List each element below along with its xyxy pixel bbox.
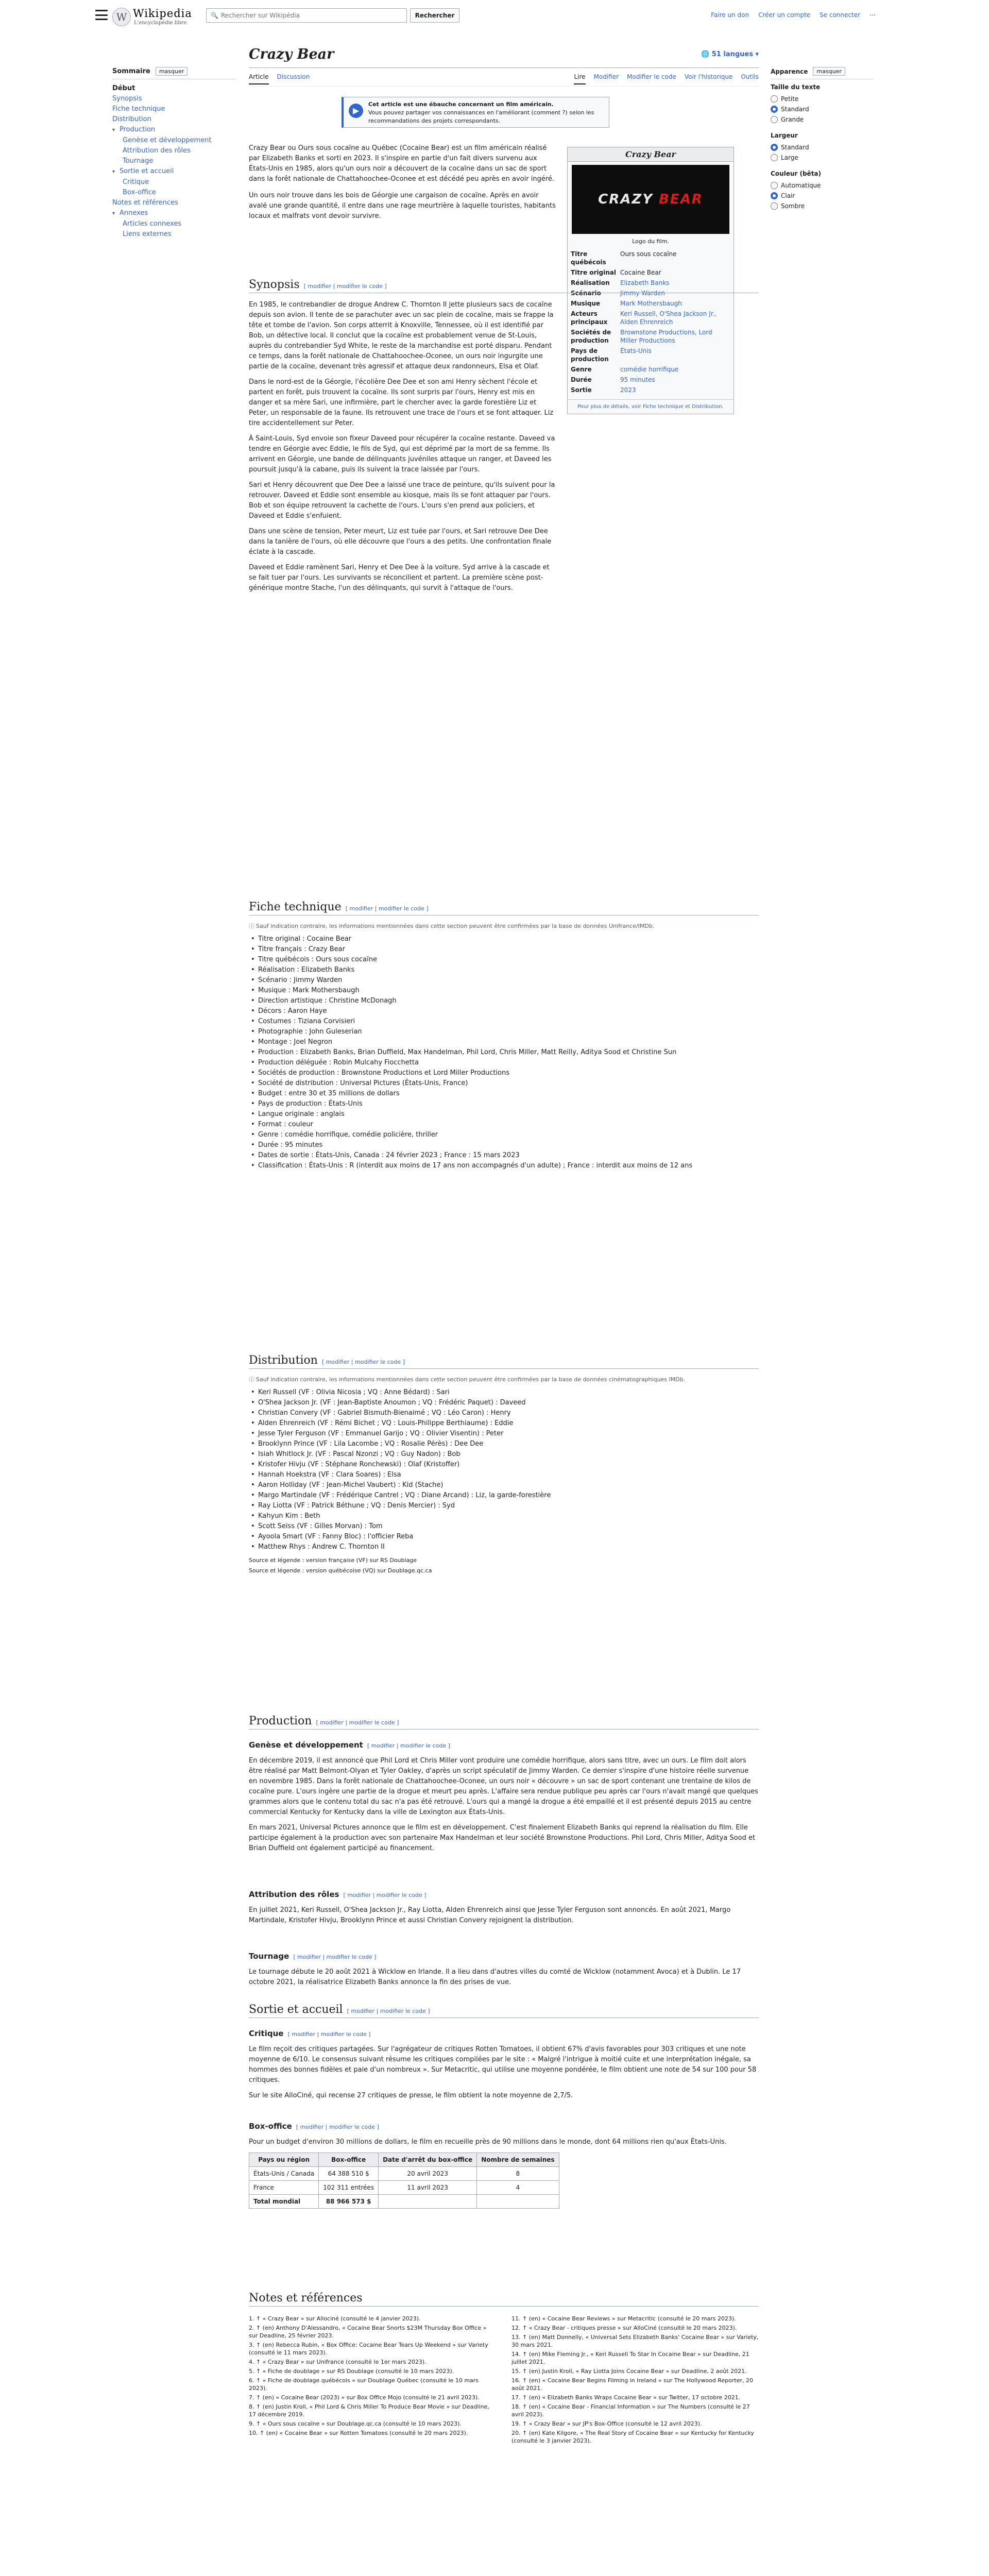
cast-item: • Kristofer Hivju (VF : Stéphane Ronchewski) : Olaf (Kristoffer) [251, 1460, 759, 1470]
page-tabs [249, 68, 759, 87]
stub-line-1: Cet article est une ébauche concernant un film américain. [368, 101, 554, 108]
toc-item-label: Genèse et développement [123, 137, 212, 144]
infobox-key: Genre [571, 366, 592, 373]
toc-item-label: Synopsis [112, 95, 142, 103]
cast-item: • Kahyun Kim : Beth [251, 1511, 759, 1521]
tournage-section [249, 1967, 759, 1993]
cast-item: • Ayoola Smart (VF : Fanny Bloc) : l'officier Reba [251, 1532, 759, 1542]
table-cell: 8 [477, 2167, 559, 2181]
radio-icon[interactable] [771, 182, 778, 189]
distribution-edit-link[interactable]: [ modifier | modifier le code ] [321, 1359, 405, 1365]
table-cell: 102 311 entrées [319, 2181, 379, 2195]
fiche-item: • Langue originale : anglais [251, 1109, 759, 1120]
box-edit-link[interactable]: [ modifier | modifier le code ] [296, 2124, 379, 2130]
toc-item-6[interactable] [112, 146, 236, 156]
fiche-item: • Musique : Mark Mothersbaugh [251, 986, 759, 996]
synopsis-paragraph: À Saint-Louis, Syd envoie son fixeur Daveed pour récupérer la cocaïne restante. Daveed va tendre en Géorgie avec Eddie, le fils de Syd, qui est déprimé par la mort de sa femme. Ils arrivent en Géorgie, une bande de délinquants juvéniles attaque un ranger, et Daveed les poursuit jusqu'à la cabane, puis ils suivent la trace laissée par l'ours. [249, 435, 555, 473]
table-header: Nombre de semaines [477, 2153, 559, 2167]
fiche-section [249, 922, 759, 1171]
search-box[interactable] [206, 8, 407, 23]
intro-paragraph-1: Crazy Bear ou Ours sous cocaïne au Québec (Cocaine Bear) est un film américain réalisé par Elizabeth Banks et sorti en 2023. Il s'inspire en partie d'un fait divers survenu aux États-Unis en 1985, alors qu'un ours noir a découvert de la cocaïne dans un sac de sport dans la forêt nationale de Chattahoochee-Oconee et est décédé peu après en avoir ingéré. [249, 144, 554, 183]
table-cell: 11 avril 2023 [379, 2181, 477, 2195]
toc-item-label: Distribution [112, 115, 151, 123]
toc-item-7[interactable] [112, 156, 236, 166]
cast-item: • Matthew Rhys : Andrew C. Thornton II [251, 1542, 759, 1552]
stub-line-2: Vous pouvez partager vos connaissances en l'améliorant (comment ?) selon les recommandations des projets correspondants. [368, 109, 594, 124]
appearance-panel [771, 67, 874, 218]
language-button[interactable]: 🌐 51 langues ▾ [701, 50, 759, 58]
fiche-item: • Pays de production : États-Unis [251, 1099, 759, 1109]
language-count: 51 langues [711, 50, 753, 58]
reference-item: 9. ↑ « Ours sous cocaïne » sur Doublage.qc.ca (consulté le 10 mars 2023). [249, 2420, 462, 2427]
sortie-title: Sortie et accueil [249, 2003, 343, 2016]
appearance-option-label: Clair [781, 192, 795, 199]
toc-item-label: Articles connexes [123, 220, 182, 228]
source-vf: Source et légende : version française (VF) sur RS Doublage [249, 1557, 417, 1564]
genese-edit-link[interactable]: [ modifier | modifier le code ] [367, 1742, 450, 1749]
create-account-link[interactable]: Créer un compte [758, 11, 811, 19]
chevron-down-icon[interactable]: ▾ [112, 211, 115, 216]
sortie-heading [249, 2003, 759, 2018]
search-icon: 🔍 [211, 12, 218, 19]
toc-item-label: Début [112, 84, 135, 92]
fiche-item: • Format : couleur [251, 1120, 759, 1130]
tournage-heading [249, 1952, 376, 1961]
toc-item-3[interactable] [112, 114, 236, 125]
distribution-heading [249, 1354, 759, 1369]
synopsis-paragraph: Dans le nord-est de la Géorgie, l'écolière Dee Dee et son ami Henry sèchent l'école et partent en forêt, puis trouvent la cocaïne. Ils sont surpris par l'ours, Henry est mis en danger et sa mère Sari, une infirmière, part le chercher avec la garde forestière Liz et Peter, un responsable de la faune. Ils retrouvent une trace de l'ours et se font attaquer. Liz tire accidentellement sur Peter. [249, 378, 554, 427]
intro-section [249, 143, 558, 228]
table-cell: Total mondial [249, 2195, 319, 2209]
fiche-item: • Société de distribution : Universal Pictures (États-Unis, France) [251, 1078, 759, 1089]
intro-paragraph-2: Un ours noir trouve dans les bois de Géorgie une cargaison de cocaïne. Après en avoir avalé une grande quantité, il entre dans une rage meurtrière à laquelle touristes, habitants locaux et malfrats vont devoir survivre. [249, 192, 556, 220]
toc-item-10[interactable] [112, 188, 236, 198]
toc-item-4[interactable] [112, 125, 236, 135]
cast-item: • Brooklynn Prince (VF : Lila Lacombe ; VQ : Rosalie Pérès) : Dee Dee [251, 1439, 759, 1449]
fiche-edit-link[interactable]: [ modifier | modifier le code ] [345, 905, 429, 912]
appearance-option[interactable] [771, 180, 874, 191]
fiche-item: • Titre français : Crazy Bear [251, 944, 759, 955]
film-logo-image[interactable] [572, 165, 729, 234]
fiche-item: • Production déléguée : Robin Mulcahy Fiocchetta [251, 1058, 759, 1068]
infobox-row [568, 364, 734, 375]
fiche-item: • Scénario : Jimmy Warden [251, 975, 759, 986]
infobox-key: Sociétés de production [571, 329, 611, 344]
table-cell: 88 966 573 $ [319, 2195, 379, 2209]
toc-item-0[interactable] [112, 83, 236, 94]
infobox-key: Durée [571, 376, 592, 383]
genese-paragraph-2: En mars 2021, Universal Pictures annonce que le film est en développement. C'est finalement Elizabeth Banks qui reprend la réalisation du film. Elle participe également à la production avec son partenaire Max Handelman et leur société Brownstone Productions. Phil Lord, Chris Miller, Aditya Sood et Brian Duffield ont également participé au financement. [249, 1824, 756, 1852]
infobox-footer[interactable]: Pour plus de détails, voir Fiche technique et Distribution. [568, 399, 734, 414]
production-heading [249, 1715, 759, 1730]
toc-heading: Sommaire [112, 67, 150, 75]
table-cell: 4 [477, 2181, 559, 2195]
toc-item-label: Box-office [123, 189, 156, 196]
infobox-value[interactable]: 2023 [620, 386, 636, 394]
synopsis-title: Synopsis [249, 278, 300, 291]
reference-item: 16. ↑ (en) « Cocaine Bear Begins Filming in Ireland » sur The Hollywood Reporter, 20 août 2021. [511, 2377, 753, 2392]
synopsis-paragraph: En 1985, le contrebandier de drogue Andrew C. Thornton II jette plusieurs sacs de cocaïne depuis son avion. Il tente de se parachuter avec un sac plein de cocaïne, mais se frappe la tête et tombe de l'avion. Son corps atterrit à Knoxville, Tennessee, où il est identifié par Bob, un détective local. Il conclut que la cocaïne est probablement venue de St-Louis, auprès du contrebandier Syd White, le reste de la marchandise est porté disparu. Pendant ce temps, dans la forêt nationale de Chattahoochee-Oconee, un ours noir ingurgite une partie de la cocaïne, devenant très agressif et attaque deux randonneurs, Elsa et Olaf. [249, 301, 554, 370]
appearance-group [771, 170, 874, 211]
appearance-group-label: Taille du texte [771, 83, 821, 91]
reference-item: 13. ↑ (en) Matt Donnelly, « Universal Sets Elizabeth Banks' Cocaine Bear » sur Variety, 30 mars 2021. [511, 2334, 759, 2348]
tab-edit[interactable]: Modifier [593, 73, 619, 80]
fiche-item: • Montage : Joel Negron [251, 1037, 759, 1047]
production-edit-link[interactable]: [ modifier | modifier le code ] [316, 1719, 399, 1726]
more-options-icon[interactable]: ⋯ [869, 11, 876, 19]
poster-text-b: BEAR [659, 192, 703, 207]
genese-heading [249, 1740, 450, 1750]
toc-item-label: Sortie et accueil [120, 167, 174, 175]
notes-title: Notes et références [249, 2292, 363, 2304]
infobox-key: Titre original [571, 269, 617, 276]
table-cell: 20 avril 2023 [379, 2167, 477, 2181]
infobox-row [568, 375, 734, 385]
infobox-value[interactable]: Brownstone Productions, Lord Miller Productions [620, 329, 712, 344]
notes-heading [249, 2292, 759, 2307]
synopsis-heading [249, 278, 759, 293]
appearance-option[interactable] [771, 114, 874, 125]
appearance-group [771, 83, 874, 125]
roles-section [249, 1905, 759, 1931]
infobox-key: Titre québécois [571, 250, 606, 266]
infobox-row [568, 346, 734, 364]
table-row [249, 2167, 559, 2181]
tab-history[interactable]: Voir l'historique [684, 73, 733, 80]
fiche-item: • Photographie : John Guleserian [251, 1027, 759, 1037]
table-cell: 64 388 510 $ [319, 2167, 379, 2181]
wordmark[interactable]: Wikipedia [133, 7, 192, 20]
infobox-value[interactable]: comédie horrifique [620, 366, 679, 373]
fiche-item: • Direction artistique : Christine McDonagh [251, 996, 759, 1006]
reference-item: 3. ↑ (en) Rebecca Rubin, « Box Office: Cocaine Bear Tears Up Weekend » sur Variety (consulté le 11 mars 2023). [249, 2342, 488, 2356]
reference-item: 19. ↑ « Crazy Bear » sur JP's Box-Office (consulté le 12 avril 2023). [511, 2420, 702, 2427]
appearance-option-label: Standard [781, 106, 809, 113]
reference-item: 6. ↑ « Fiche de doublage québécois » sur Doublage Québec (consulté le 10 mars 2023). [249, 2377, 479, 2392]
fiche-item: • Titre québécois : Ours sous cocaïne [251, 955, 759, 965]
synopsis-paragraph: Daveed et Eddie ramènent Sari, Henry et Dee Dee à la voiture. Syd arrive à la cascade et se fait tuer par l'ours. Les survivants se réconcilient et partent. La première scène post-générique montre Stache, l'un des délinquants, qui survit à l'attaque de l'ours. [249, 564, 550, 592]
fiche-heading [249, 901, 759, 916]
appearance-option[interactable] [771, 104, 874, 114]
donate-link[interactable]: Faire un don [711, 11, 749, 19]
radio-icon[interactable] [771, 192, 778, 199]
sortie-edit-link[interactable]: [ modifier | modifier le code ] [347, 2008, 430, 2014]
cast-item: • Scott Seiss (VF : Gilles Morvan) : Tom [251, 1521, 759, 1532]
roles-heading [249, 1890, 426, 1899]
table-header: Pays ou région [249, 2153, 319, 2167]
genese-paragraph-1: En décembre 2019, il est annoncé que Phil Lord et Chris Miller vont produire une comédie horrifique, alors sans titre, avec un ours. Le film doit alors être réalisé par Matt Belmont-Olyan et Tyler Oakley, d'après un script spéculatif de Jimmy Warden. Ce dernier s'inspire d'une histoire réelle survenue en novembre 1985. Dans la forêt nationale de Chattahoochee-Oconee, un ours noir « découvre » un sac de sport contenant une trentaine de kilos de cocaïne pure. L'ours ingère une partie de la drogue et meurt peu après. L'affaire sera rendue publique peu après car l'ours n'avait mangé que quelques grammes alors que le contenu total du sac n'a pas été retrouvé. L'ours qui a mangé la drogue a été empaillé et il est présenté depuis 2015 au centre commercial Kentucky for Kentucky dans la ville de Lexington aux États-Unis. [249, 1757, 758, 1816]
appearance-option-label: Grande [781, 116, 804, 123]
wikipedia-globe-icon[interactable]: W [112, 8, 131, 26]
toc-item-11[interactable] [112, 198, 236, 208]
radio-icon[interactable] [771, 154, 778, 161]
infobox-key: Réalisation [571, 279, 610, 286]
infobox-row [568, 298, 734, 309]
fiche-item: • Décors : Aaron Haye [251, 1006, 759, 1016]
reference-item: 18. ↑ (en) « Cocaine Bear - Financial Information » sur The Numbers (consulté le 27 avril 2023). [511, 2403, 750, 2418]
critique-edit-link[interactable]: [ modifier | modifier le code ] [287, 2031, 371, 2038]
production-title: Production [249, 1715, 312, 1727]
reference-item: 7. ↑ (en) « Cocaine Bear (2023) » sur Box Office Mojo (consulté le 21 avril 2023). [249, 2394, 480, 2401]
reference-item: 20. ↑ (en) Kate Kilgore, « The Real Story of Cocaine Bear » sur Kentucky for Kentucky (consulté le 3 janvier 2023). [511, 2430, 755, 2444]
main-menu-icon[interactable] [95, 10, 108, 20]
main-content [249, 45, 759, 2444]
toc-item-label: Annexes [120, 209, 148, 217]
box-title: Box-office [249, 2122, 292, 2131]
login-link[interactable]: Se connecter [820, 11, 860, 19]
table-row [249, 2181, 559, 2195]
infobox-value[interactable]: 95 minutes [620, 376, 655, 383]
critique-heading [249, 2029, 370, 2038]
notes-section [249, 2315, 759, 2445]
page-title: Crazy Bear [249, 46, 334, 62]
infobox-key: Scénario [571, 290, 601, 297]
cast-item: • Alden Ehrenreich (VF : Rémi Bichet ; VQ : Louis-Philippe Berthiaume) : Eddie [251, 1418, 759, 1429]
toc-item-2[interactable] [112, 104, 236, 114]
infobox-caption: Logo du film. [632, 238, 669, 245]
cast-item: • Hannah Hoekstra (VF : Clara Soares) : Elsa [251, 1470, 759, 1480]
chevron-down-icon[interactable]: ▾ [112, 127, 115, 133]
radio-icon[interactable] [771, 106, 778, 113]
appearance-option-label: Sombre [781, 202, 805, 210]
source-vq: Source et légende : version québécoise (VQ) sur Doublage.qc.ca [249, 1567, 432, 1574]
chevron-down-icon[interactable]: ▾ [112, 169, 115, 175]
infobox-value: Cocaine Bear [620, 269, 661, 276]
appearance-option[interactable] [771, 94, 874, 104]
appearance-group-label: Couleur (bêta) [771, 170, 822, 177]
box-paragraph: Pour un budget d'environ 30 millions de dollars, le film en recueille près de 90 millions dans le monde, dont 64 millions rien qu'aux États-Unis. [249, 2138, 727, 2146]
reference-item: 14. ↑ (en) Mike Fleming Jr., « Keri Russell To Star In Cocaine Bear » sur Deadline, 21 juillet 2021. [511, 2351, 749, 2365]
fiche-item: • Durée : 95 minutes [251, 1140, 759, 1150]
reference-item: 11. ↑ (en) « Cocaine Bear Reviews » sur Metacritic (consulté le 20 mars 2023). [511, 2315, 736, 2322]
infobox-row [568, 309, 734, 327]
table-cell: États-Unis / Canada [249, 2167, 319, 2181]
toc-item-14[interactable] [112, 229, 236, 240]
search-input[interactable] [207, 9, 406, 22]
toc-item-label: Liens externes [123, 230, 172, 238]
box-section [249, 2137, 759, 2209]
toc-hide-button[interactable]: masquer [156, 67, 187, 76]
cast-item: • Aaron Holliday (VF : Jean-Michel Vaubert) : Kid (Stache) [251, 1480, 759, 1490]
tournage-paragraph: Le tournage débute le 20 août 2021 à Wicklow en Irlande. Il a lieu dans d'autres villes du comté de Wicklow (notamment Avoca) et à Dublin. Le 17 octobre 2021, la réalisatrice Elizabeth Banks annonce la fin des prises de vue. [249, 1968, 741, 1986]
fiche-item: • Classification : États-Unis : R (interdit aux moins de 17 ans non accompagnés d'un adulte) ; France : interdit aux moins de 12 ans [251, 1161, 759, 1171]
distribution-title: Distribution [249, 1354, 318, 1367]
reference-item: 12. ↑ « Crazy Bear - critiques presse » sur AlloCiné (consulté le 20 mars 2023). [511, 2325, 737, 2331]
infobox-row [568, 385, 734, 395]
infobox-row [568, 249, 734, 267]
critique-paragraph-2: Sur le site AlloCiné, qui recense 27 critiques de presse, le film obtient la note moyenne de 2,7/5. [249, 2092, 573, 2099]
search-button[interactable]: Rechercher [410, 8, 459, 23]
tab-discussion[interactable]: Discussion [277, 73, 310, 80]
infobox-row [568, 267, 734, 278]
toc-sidebar [112, 67, 236, 240]
reference-item: 4. ↑ « Crazy Bear » sur Unifrance (consulté le 1er mars 2023). [249, 2359, 427, 2365]
radio-icon[interactable] [771, 144, 778, 151]
cast-item: • Christian Convery (VF : Gabriel Bismuth-Bienaimé ; VQ : Léo Caron) : Henry [251, 1408, 759, 1418]
toc-list [112, 83, 236, 240]
fiche-title: Fiche technique [249, 901, 342, 913]
cast-item: • Margo Martindale (VF : Frédérique Cantrel ; VQ : Diane Arcand) : Liz, la garde-forestière [251, 1490, 759, 1501]
radio-icon[interactable] [771, 116, 778, 123]
reference-item: 17. ↑ (en) « Elizabeth Banks Wraps Cocaine Bear » sur Twitter, 17 octobre 2021. [511, 2394, 741, 2401]
tournage-title: Tournage [249, 1952, 289, 1961]
appearance-option-label: Large [781, 154, 798, 161]
cast-item: • Keri Russell (VF : Olivia Nicosia ; VQ : Anne Bédard) : Sari [251, 1387, 759, 1398]
table-cell [477, 2195, 559, 2209]
table-row [249, 2195, 559, 2209]
appearance-option[interactable] [771, 142, 874, 152]
toc-item-label: Tournage [123, 157, 154, 165]
appearance-option[interactable] [771, 191, 874, 201]
table-cell [379, 2195, 477, 2209]
toc-item-label: Critique [123, 178, 149, 186]
appearance-heading: Apparence [771, 67, 808, 75]
infobox-value[interactable]: Elizabeth Banks [620, 279, 670, 286]
reference-item: 2. ↑ (en) Anthony D'Alessandro, « Cocaine Bear Snorts $23M Thursday Box Office » sur Deadline, 25 février 2023. [249, 2325, 487, 2339]
reference-item: 15. ↑ (en) Justin Kroll, « Ray Liotta Joins Cocaine Bear » sur Deadline, 2 août 2021. [511, 2368, 747, 2375]
critique-section [249, 2044, 759, 2106]
genese-section [249, 1756, 759, 1859]
appearance-group-label: Largeur [771, 132, 798, 139]
toc-item-8[interactable] [112, 166, 236, 177]
cast-item: • Ray Liotta (VF : Patrick Béthune ; VQ : Denis Mercier) : Syd [251, 1501, 759, 1511]
toc-item-12[interactable] [112, 208, 236, 219]
infobox-title: Crazy Bear [568, 147, 734, 162]
toc-item-label: Production [120, 126, 156, 133]
tab-tools[interactable]: Outils [741, 73, 759, 80]
reference-item: 1. ↑ « Crazy Bear » sur Allociné (consulté le 4 janvier 2023). [249, 2315, 421, 2322]
fiche-item: • Genre : comédie horrifique, comédie policière, thriller [251, 1130, 759, 1140]
infobox-value: Ours sous cocaïne [620, 250, 677, 258]
appearance-group [771, 132, 874, 163]
table-cell: France [249, 2181, 319, 2195]
reference-item: 5. ↑ « Fiche de doublage » sur RS Doublage (consulté le 10 mars 2023). [249, 2368, 454, 2375]
tournage-edit-link[interactable]: [ modifier | modifier le code ] [293, 1954, 377, 1960]
fiche-notice: ⓘ Sauf indication contraire, les informations mentionnées dans cette section peuvent être confirmées par la base de données Unifrance/IMDb. [249, 922, 759, 930]
infobox-value[interactable]: Jimmy Warden [620, 290, 665, 297]
infobox-key: Musique [571, 300, 601, 307]
synopsis-paragraph: Sari et Henry découvrent que Dee Dee a laissé une trace de peinture, qu'ils suivent pour la retrouver. Daveed et Eddie sont ensemble au kiosque, mais ils se font attaquer par l'ours. Bob et son équipe retrouvent la cachette de l'ours. L'ours s'en prend aux policiers, et Daveed et Eddie s'enfuient. [249, 481, 555, 520]
infobox-key: Sortie [571, 386, 592, 394]
cast-item: • O'Shea Jackson Jr. (VF : Jean-Baptiste Anoumon ; VQ : Frédéric Paquet) : Daveed [251, 1398, 759, 1408]
appearance-hide-button[interactable]: masquer [813, 67, 845, 76]
appearance-option-label: Petite [781, 95, 799, 103]
reference-item: 8. ↑ (en) Justin Kroll, « Phil Lord & Chris Miller To Produce Bear Movie » sur Deadline, 17 décembre 2019. [249, 2403, 489, 2418]
infobox-value[interactable]: Mark Mothersbaugh [620, 300, 682, 307]
infobox-row [568, 327, 734, 346]
fiche-item: • Costumes : Tiziana Corvisieri [251, 1016, 759, 1027]
toc-item-label: Notes et références [112, 199, 178, 207]
cast-item: • Isiah Whitlock Jr. (VF : Pascal Nzonzi ; VQ : Guy Nadon) : Bob [251, 1449, 759, 1460]
tab-article[interactable]: Article [249, 73, 269, 84]
fiche-item: • Sociétés de production : Brownstone Productions et Lord Miller Productions [251, 1068, 759, 1078]
fiche-item: • Dates de sortie : États-Unis, Canada : 24 février 2023 ; France : 15 mars 2023 [251, 1150, 759, 1161]
synopsis-section [249, 300, 558, 599]
critique-paragraph: Le film reçoit des critiques partagées. Sur l'agrégateur de critiques Rotten Tomatoes, il obtient 67% d'avis favorables pour 303 critiques et une note moyenne de 6/10. Le consensus suivant résume les critiques compilées par le site : « Malgré l'intrigue à moitié cuite et une interprétation inégale, sa hommes des bonnes fidèles et paie d'un nombreux ». Sur Metacritic, qui utilise une moyenne pondérée, le film obtient une note de 54 sur 100 pour 58 critiques. [249, 2045, 757, 2084]
appearance-option[interactable] [771, 201, 874, 211]
critique-title: Critique [249, 2029, 284, 2038]
roles-edit-link[interactable]: [ modifier | modifier le code ] [343, 1892, 427, 1899]
table-header: Box-office [319, 2153, 379, 2167]
toc-item-label: Attribution des rôles [123, 147, 191, 155]
user-links [711, 11, 876, 19]
reference-item: 10. ↑ (en) « Cocaine Bear » sur Rotten Tomatoes (consulté le 20 mars 2023). [249, 2430, 468, 2436]
infobox-key: Pays de production [571, 347, 609, 363]
fiche-item: • Réalisation : Elizabeth Banks [251, 965, 759, 975]
tab-edit-source[interactable]: Modifier le code [627, 73, 676, 80]
fiche-item: • Titre original : Cocaine Bear [251, 934, 759, 944]
cast-item: • Jesse Tyler Ferguson (VF : Emmanuel Garijo ; VQ : Olivier Visentin) : Peter [251, 1429, 759, 1439]
stub-banner [342, 97, 609, 128]
toc-item-13[interactable] [112, 219, 236, 229]
toc-item-label: Fiche technique [112, 105, 165, 113]
synopsis-paragraph: Dans une scène de tension, Peter meurt, Liz est tuée par l'ours, et Sari retrouve Dee Dee dans la tanière de l'ours, où elle découvre que l'ours a des petits. Une confrontation finale éclate à la cascade. [249, 528, 552, 556]
fiche-item: • Production : Elizabeth Banks, Brian Duffield, Max Handelman, Phil Lord, Chris Miller, Matt Reilly, Aditya Sood et Christine Sun [251, 1047, 759, 1058]
table-header: Date d'arrêt du box-office [379, 2153, 477, 2167]
appearance-option[interactable] [771, 152, 874, 163]
roles-paragraph: En juillet 2021, Keri Russell, O'Shea Jackson Jr., Ray Liotta, Alden Ehrenreich ainsi que Jesse Tyler Ferguson sont annoncés. En août 2021, Margo Martindale, Kristofer Hivju, Brooklynn Prince et aussi Christian Convery rejoignent la distribution. [249, 1906, 731, 1924]
toc-item-5[interactable] [112, 135, 236, 146]
poster-text-a: CRAZY [598, 192, 654, 207]
box-heading [249, 2122, 379, 2131]
appearance-option-label: Standard [781, 144, 809, 151]
appearance-option-label: Automatique [781, 182, 821, 189]
infobox-value[interactable]: Keri Russell, O'Shea Jackson Jr., Alden Ehrenreich [620, 310, 717, 326]
toc-item-1[interactable] [112, 94, 236, 104]
roles-title: Attribution des rôles [249, 1890, 339, 1899]
tab-read[interactable]: Lire [574, 73, 585, 84]
distribution-section [249, 1376, 759, 1576]
fiche-item: • Budget : entre 30 et 35 millions de dollars [251, 1089, 759, 1099]
radio-icon[interactable] [771, 202, 778, 210]
tagline: L'encyclopédie libre [134, 20, 187, 26]
toc-item-9[interactable] [112, 177, 236, 188]
site-header [0, 0, 989, 31]
infobox-value[interactable]: États-Unis [620, 347, 652, 354]
stub-film-icon: ▶ [349, 104, 363, 118]
radio-icon[interactable] [771, 95, 778, 103]
distribution-notice: ⓘ Sauf indication contraire, les informations mentionnées dans cette section peuvent être confirmées par la base de données cinématographiques IMDb. [249, 1376, 759, 1383]
synopsis-edit-link[interactable]: [ modifier | modifier le code ] [303, 283, 387, 290]
infobox-key: Acteurs principaux [571, 310, 608, 326]
box-office-table [249, 2153, 559, 2209]
genese-title: Genèse et développement [249, 1740, 363, 1750]
